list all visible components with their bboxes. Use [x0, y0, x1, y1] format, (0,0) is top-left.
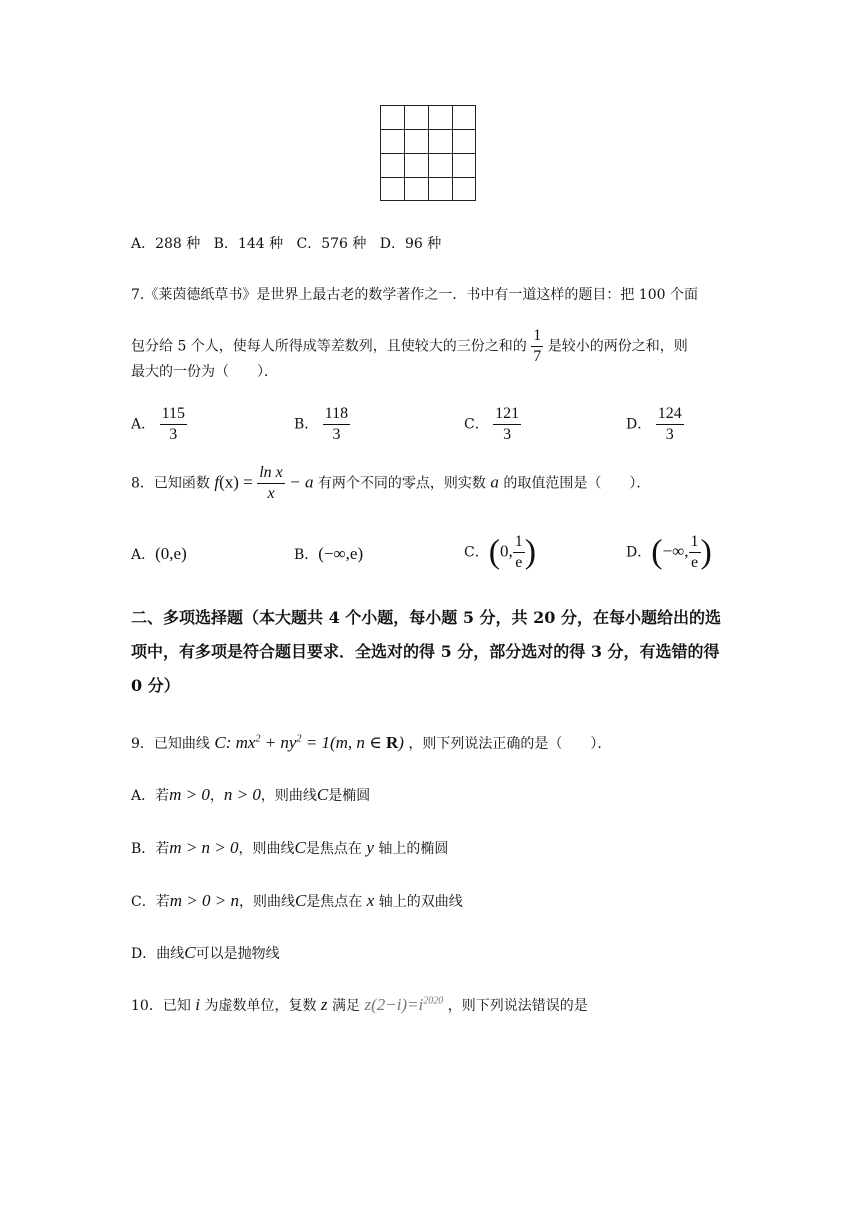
q8-option-d-label: D． — [626, 544, 652, 561]
q9-stem — [131, 733, 611, 753]
q8-option-d: D．(−∞, $\frac{1}{e}$ ) — [626, 533, 712, 571]
q8-option-b — [294, 544, 363, 564]
q8-post: 的取值范围是（ ）． — [503, 475, 651, 492]
q7-option-b-label: B． — [294, 416, 319, 433]
q8-minus-a: − a — [289, 472, 314, 492]
q10-equation: $z(2-i)=i^{2020}$ — [364, 995, 444, 1014]
q8-option-c-label: C． — [464, 544, 489, 561]
q9-eq: C: $mx^2 + ny^2 = 1(m$, n ∈ R) — [214, 733, 404, 752]
q8-frac-num: ln x — [257, 463, 285, 484]
q8-fx: (x) = — [219, 472, 253, 492]
q10-stem: 10．已知 i 为虚数单位，复数 z 满足 $z(2-i)=i^{2020}$ ，则下列说法错误的是 — [131, 995, 588, 1014]
q8-f: f — [214, 472, 220, 492]
q8-frac-den: x — [267, 485, 275, 502]
q7-line3: 最大的一份为（ ）． — [131, 364, 278, 380]
q8-option-b-value: (−∞,e) — [318, 544, 364, 563]
q6-option-a: A．288 种 — [131, 236, 201, 252]
q8-pre: 8．已知函数 — [131, 475, 210, 492]
q9-post: ，则下列说法正确的是（ ）． — [408, 736, 612, 752]
q7-option-d-frac: $\frac{124}{3}$ — [657, 405, 682, 443]
q6-option-d: D．96 种 — [379, 236, 442, 252]
q8-option-a — [131, 544, 187, 564]
q7-option-a-frac: $\frac{115}{3}$ — [161, 405, 185, 443]
q7-option-c — [464, 404, 521, 445]
q7-fraction — [531, 326, 543, 367]
q7-option-d — [626, 404, 684, 445]
q9-option-d: D．曲线C可以是抛物线 — [131, 943, 280, 962]
q7-option-d-label: D． — [626, 416, 652, 433]
q7-option-b — [294, 404, 350, 445]
q8-a: a — [490, 472, 499, 492]
q8-option-a-value: (0,e) — [155, 544, 187, 563]
q9-pre: 9．已知曲线 — [131, 736, 210, 752]
q7-line2-post: 是较小的两份之和，则 — [547, 338, 688, 355]
q7-frac-num: 1 — [531, 326, 543, 347]
q7-option-a-label: A． — [131, 416, 156, 433]
q6-options — [131, 233, 441, 253]
q8-option-d-pre: −∞, — [662, 541, 689, 561]
q9-option-b: B．若m > n > 0，则曲线C是焦点在 y 轴上的椭圆 — [131, 838, 449, 857]
q8-option-c-pre: 0, — [500, 541, 513, 561]
q8-option-c-frac: $\frac{1}{e}$ — [514, 533, 523, 571]
q6-option-b: B．144 种 — [213, 236, 284, 252]
q7-option-a — [131, 404, 187, 445]
q9-option-c: C．若m > 0 > n，则曲线C是焦点在 x 轴上的双曲线 — [131, 891, 463, 910]
q9-option-a: A．若m > 0，n > 0，则曲线C是椭圆 — [131, 785, 371, 804]
q7-option-c-label: C． — [464, 416, 489, 433]
q8-option-a-label: A． — [131, 547, 156, 563]
section-heading: 二、多项选择题（本大题共 4 个小题，每小题 5 分，共 20 分，在每小题给出的选项中，有多项是符合题目要求．全选对的得 5 分，部分选对的得 3 分，有选错的得 0 分） — [131, 608, 721, 695]
q8-option-b-label: B． — [294, 547, 319, 563]
q7-frac-den: 7 — [533, 348, 542, 365]
q7-line1: 7.《莱茵德纸草书》是世界上最古老的数学著作之一．书中有一道这样的题目：把 100 个面 — [131, 287, 698, 303]
grid-figure — [380, 105, 476, 201]
q7-option-b-frac: $\frac{118}{3}$ — [324, 405, 349, 443]
q6-option-c: C．576 种 — [296, 236, 367, 252]
q8-mid: 有两个不同的零点，则实数 — [317, 475, 486, 492]
q8-option-d-frac: $\frac{1}{e}$ — [690, 533, 699, 571]
q8-option-c: C．(0, $\frac{1}{e}$ ) — [464, 533, 537, 571]
q8-fraction — [257, 463, 285, 504]
q8-stem — [131, 463, 650, 504]
q7-option-c-frac: $\frac{121}{3}$ — [495, 405, 520, 443]
q7-line2-pre: 包分给 5 个人，使每人所得成等差数列，且使较大的三份之和的 — [131, 338, 527, 355]
